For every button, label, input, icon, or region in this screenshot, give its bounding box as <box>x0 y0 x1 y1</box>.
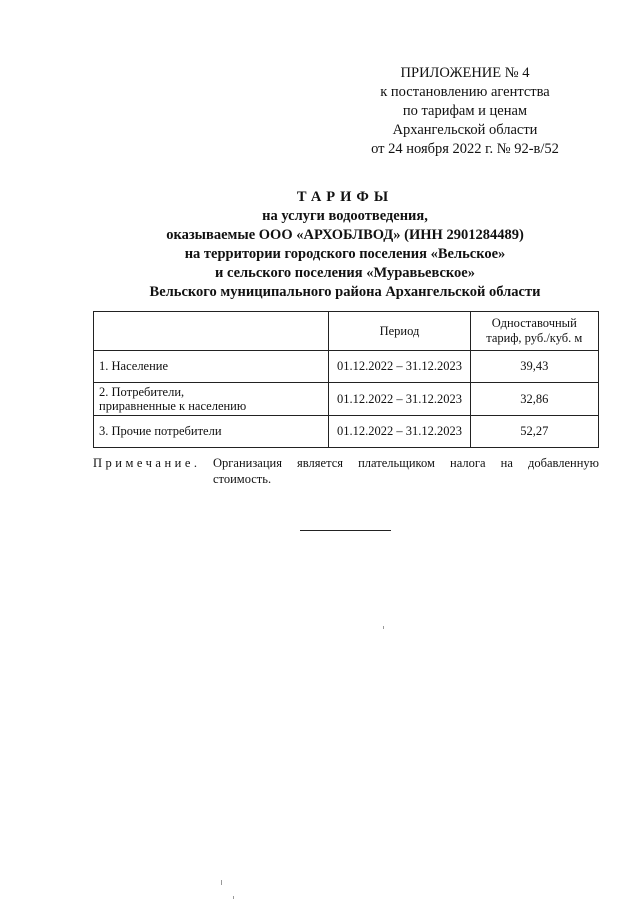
annex-line-agency: по тарифам и ценам <box>402 103 528 119</box>
header-name-cell <box>94 312 329 351</box>
row-name-line2: приравненные к населению <box>99 399 247 413</box>
annex-line-resolution: к постановлению агентства <box>380 84 550 100</box>
annex-header <box>330 64 600 159</box>
annex-number: ПРИЛОЖЕНИЕ № 4 <box>400 65 530 81</box>
row-name-cell <box>94 383 329 416</box>
row-name-line1: 3. Прочие потребители <box>99 424 222 438</box>
annex-line-region: Архангельской области <box>392 122 538 138</box>
annex-line-date: от 24 ноября 2022 г. № 92-в/52 <box>371 141 559 157</box>
tariff-table <box>93 311 599 448</box>
row-name-cell <box>94 416 329 448</box>
title-heading: ТАРИФЫ <box>296 189 394 205</box>
row-period-cell: 01.12.2022 – 31.12.2023 <box>329 351 470 383</box>
row-period-cell: 01.12.2022 – 31.12.2023 <box>329 416 470 448</box>
row-tariff-cell: 52,27 <box>470 416 598 448</box>
title-line-company: оказываемые ООО «АРХОБЛВОД» (ИНН 2901284489) <box>166 227 524 243</box>
table-row <box>94 351 599 383</box>
table-row <box>94 383 599 416</box>
header-tariff-line2: тариф, руб./куб. м <box>486 331 583 345</box>
header-tariff-cell <box>470 312 598 351</box>
title-line-urban-settlement: на территории городского поселения «Вельское» <box>184 246 506 262</box>
scan-speck <box>383 626 384 629</box>
title-line-service: на услуги водоотведения, <box>262 208 428 224</box>
row-tariff-cell: 32,86 <box>470 383 598 416</box>
header-period-cell: Период <box>329 312 470 351</box>
row-tariff-cell: 39,43 <box>470 351 598 383</box>
row-name-line1: 2. Потребители, <box>99 385 185 399</box>
row-period-cell: 01.12.2022 – 31.12.2023 <box>329 383 470 416</box>
row-name-cell <box>94 351 329 383</box>
note-text: Организация является плательщиком налога на добавленную стоимость. <box>213 456 599 486</box>
header-tariff-line1: Одноставочный <box>491 316 577 330</box>
note-label: Примечание. <box>93 456 201 470</box>
title-line-rural-settlement: и сельского поселения «Муравьевское» <box>215 265 475 281</box>
scan-speck <box>221 880 222 885</box>
table-header-row <box>94 312 599 351</box>
note-block <box>93 455 599 487</box>
closing-rule <box>300 530 391 531</box>
document-title <box>80 188 610 302</box>
title-line-district: Вельского муниципального района Архангельской области <box>149 284 541 300</box>
row-name-line1: 1. Население <box>99 359 169 373</box>
table-row <box>94 416 599 448</box>
scan-speck <box>233 896 234 899</box>
